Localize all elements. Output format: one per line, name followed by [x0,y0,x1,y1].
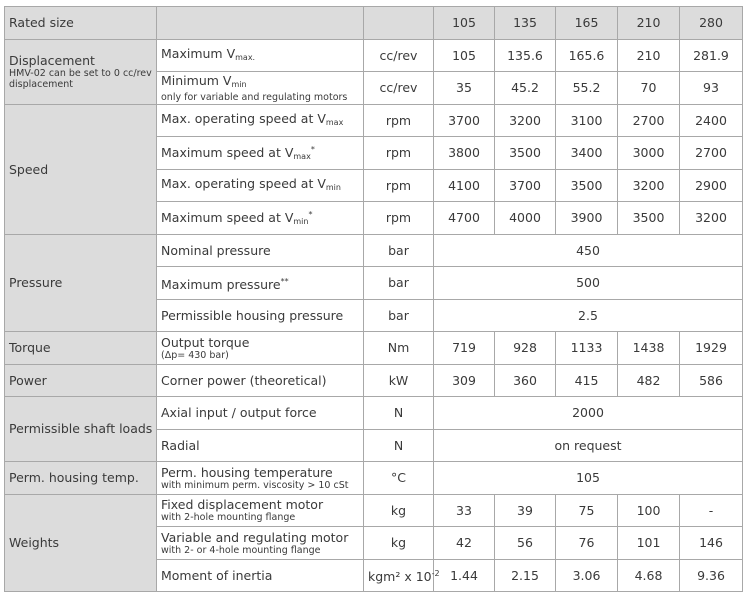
size-header: 210 [618,7,680,40]
value-cell: 2.5 [434,300,743,332]
value-cell: 3500 [495,137,556,170]
unit-cell: kgm² x $10^{-2}$ [364,560,434,592]
value-cell: 210 [618,40,680,72]
size-header: 135 [495,7,556,40]
specification-table [4,6,743,592]
group-pressure: Pressure [5,235,157,332]
param-label: Perm. housing temperature with minimum perm. viscosity > 10 cSt [157,462,364,495]
group-shaft-loads: Permissible shaft loads [5,397,157,462]
param-label: Variable and regulating motor with 2- or 4-hole mounting flange [157,527,364,560]
header-blank [364,7,434,40]
value-cell: 4700 [434,202,495,235]
param-label: Maximum pressure** [157,267,364,300]
value-cell: 3200 [680,202,743,235]
value-cell: 35 [434,72,495,105]
value-cell: 42 [434,527,495,560]
header-blank [157,7,364,40]
value-cell: 33 [434,495,495,527]
unit-cell: rpm [364,170,434,202]
table-row [5,365,743,397]
table-row [5,495,743,527]
value-cell: 500 [434,267,743,300]
value-cell: 2400 [680,105,743,137]
value-cell: 2700 [618,105,680,137]
group-housing-temp: Perm. housing temp. [5,462,157,495]
value-cell: 2900 [680,170,743,202]
param-label: Maximum $V_{max.}$ [157,40,364,72]
value-cell: 165.6 [556,40,618,72]
param-label: Nominal pressure [157,235,364,267]
group-power: Power [5,365,157,397]
header-row [5,7,743,40]
group-speed: Speed [5,105,157,235]
value-cell: 1133 [556,332,618,365]
value-cell: 135.6 [495,40,556,72]
unit-cell: °C [364,462,434,495]
table-row [5,462,743,495]
value-cell: 2000 [434,397,743,430]
value-cell: 70 [618,72,680,105]
value-cell: 75 [556,495,618,527]
value-cell: 3900 [556,202,618,235]
group-weights: Weights [5,495,157,592]
value-cell: 100 [618,495,680,527]
param-label: Axial input / output force [157,397,364,430]
param-label: Maximum speed at $V_{min}^*$ [157,202,364,235]
value-cell: 3700 [495,170,556,202]
value-cell: 309 [434,365,495,397]
value-cell: 1.44 [434,560,495,592]
value-cell: 719 [434,332,495,365]
value-cell: - [680,495,743,527]
group-note: displacement [9,79,74,90]
unit-cell: Nm [364,332,434,365]
unit-cell: cc/rev [364,72,434,105]
value-cell: 3200 [618,170,680,202]
value-cell: 3500 [618,202,680,235]
value-cell: 3400 [556,137,618,170]
value-cell: 3200 [495,105,556,137]
unit-cell: rpm [364,202,434,235]
value-cell: 360 [495,365,556,397]
size-header: 165 [556,7,618,40]
unit-cell: N [364,430,434,462]
value-cell: 928 [495,332,556,365]
value-cell: 450 [434,235,743,267]
value-cell: 55.2 [556,72,618,105]
value-cell: 3100 [556,105,618,137]
group-label: Displacement [9,53,95,68]
table-row [5,40,743,72]
table-row [5,235,743,267]
value-cell: 2700 [680,137,743,170]
param-label: Permissible housing pressure [157,300,364,332]
value-cell: 93 [680,72,743,105]
value-cell: on request [434,430,743,462]
param-label: Max. operating speed at $V_{max}$ [157,105,364,137]
unit-cell: N [364,397,434,430]
unit-cell: bar [364,300,434,332]
value-cell: 56 [495,527,556,560]
value-cell: 39 [495,495,556,527]
value-cell: 101 [618,527,680,560]
value-cell: 415 [556,365,618,397]
param-label: Maximum speed at $V_{max}^*$ [157,137,364,170]
size-header: 280 [680,7,743,40]
param-label: Corner power (theoretical) [157,365,364,397]
value-cell: 3800 [434,137,495,170]
param-label: Radial [157,430,364,462]
table-row [5,397,743,430]
value-cell: 4000 [495,202,556,235]
value-cell: 1929 [680,332,743,365]
value-cell: 2.15 [495,560,556,592]
value-cell: 4.68 [618,560,680,592]
group-displacement [5,40,157,105]
value-cell: 3000 [618,137,680,170]
unit-cell: rpm [364,137,434,170]
unit-cell: bar [364,235,434,267]
param-label: Moment of inertia [157,560,364,592]
unit-cell: kg [364,527,434,560]
group-torque: Torque [5,332,157,365]
unit-cell: cc/rev [364,40,434,72]
param-label: Minimum $V_{min}$ only for variable and regulating motors [157,72,364,105]
value-cell: 586 [680,365,743,397]
value-cell: 4100 [434,170,495,202]
value-cell: 105 [434,40,495,72]
value-cell: 146 [680,527,743,560]
param-label: Max. operating speed at $V_{min}$ [157,170,364,202]
value-cell: 3500 [556,170,618,202]
value-cell: 482 [618,365,680,397]
param-label: Output torque (Δp= 430 bar) [157,332,364,365]
param-label: Fixed displacement motor with 2-hole mounting flange [157,495,364,527]
group-note: HMV-02 can be set to 0 cc/rev [9,68,152,79]
value-cell: 1438 [618,332,680,365]
unit-cell: kg [364,495,434,527]
table-row [5,105,743,137]
unit-cell: kW [364,365,434,397]
value-cell: 9.36 [680,560,743,592]
value-cell: 45.2 [495,72,556,105]
unit-cell: bar [364,267,434,300]
value-cell: 3.06 [556,560,618,592]
value-cell: 76 [556,527,618,560]
value-cell: 105 [434,462,743,495]
table-row [5,332,743,365]
unit-cell: rpm [364,105,434,137]
size-header: 105 [434,7,495,40]
rated-size-label: Rated size [5,7,157,40]
value-cell: 3700 [434,105,495,137]
value-cell: 281.9 [680,40,743,72]
